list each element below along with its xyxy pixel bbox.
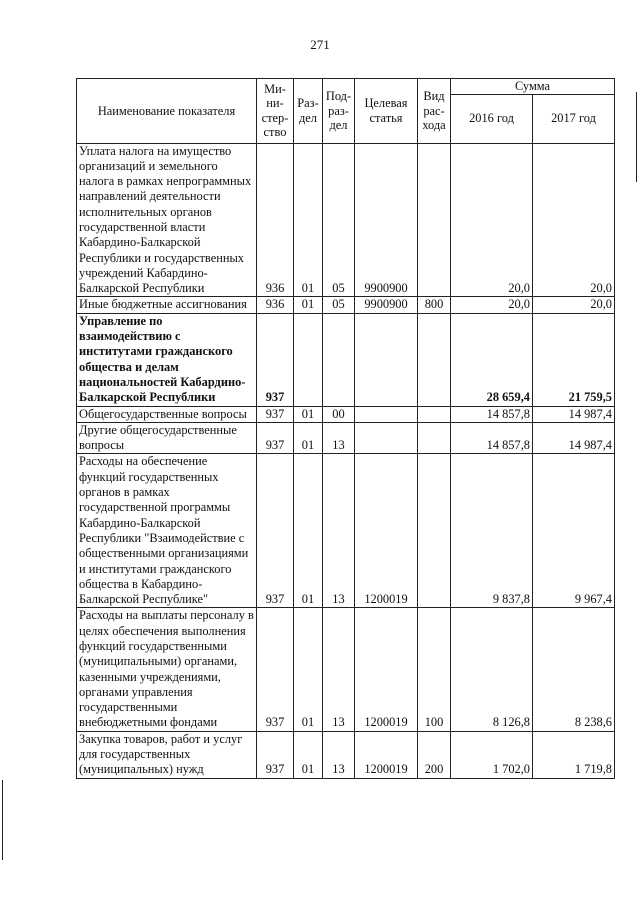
cell-subsection: 05 [323,297,355,313]
cell-expense-type: 100 [418,608,451,731]
cell-sum-2017: 20,0 [533,297,615,313]
cell-sum-2016: 9 837,8 [451,454,533,608]
cell-section: 01 [294,422,323,454]
header-year-2017: 2017 год [533,94,615,143]
table-row [77,406,615,422]
header-ministry: Ми-ни-стер-ство [257,79,294,144]
cell-sum-2017: 9 967,4 [533,454,615,608]
cell-expense-type [418,422,451,454]
cell-name: Расходы на обеспечение функций государственных органов в рамках государственной программы Кабардино-Балкарской Республики "Взаимодействие с общественными организациями и институтами гражданского общества в Кабардино-Балкарской Республике" [77,454,257,608]
cell-section: 01 [294,454,323,608]
cell-section: 01 [294,731,323,778]
cell-subsection: 13 [323,422,355,454]
cell-target-article: 1200019 [355,608,418,731]
header-subsection: Под-раз-дел [323,79,355,144]
cell-sum-2016: 28 659,4 [451,313,533,406]
header-target-article: Целевая статья [355,79,418,144]
cell-sum-2016: 14 857,8 [451,422,533,454]
cell-ministry: 937 [257,313,294,406]
cell-section: 01 [294,143,323,297]
cell-sum-2016: 8 126,8 [451,608,533,731]
table-row [77,422,615,454]
cell-target-article [355,422,418,454]
cell-name: Другие общегосударственные вопросы [77,422,257,454]
cell-sum-2016: 20,0 [451,297,533,313]
cell-section: 01 [294,406,323,422]
cell-subsection: 13 [323,454,355,608]
header-section: Раз-дел [294,79,323,144]
table-row [77,313,615,406]
cell-subsection [323,313,355,406]
cell-ministry: 937 [257,422,294,454]
header-year-2016: 2016 год [451,94,533,143]
header-row-top [77,79,615,95]
right-edge-mark [636,92,637,182]
cell-ministry: 937 [257,731,294,778]
cell-subsection: 00 [323,406,355,422]
cell-name: Управление по взаимодействию с институтами гражданского общества и делам национальностей Кабардино-Балкарской Республики [77,313,257,406]
cell-section [294,313,323,406]
cell-section: 01 [294,297,323,313]
cell-ministry: 936 [257,297,294,313]
cell-sum-2017: 21 759,5 [533,313,615,406]
cell-section: 01 [294,608,323,731]
cell-target-article [355,406,418,422]
cell-sum-2017: 20,0 [533,143,615,297]
cell-target-article: 9900900 [355,143,418,297]
header-expense-type: Вид рас-хода [418,79,451,144]
cell-target-article [355,313,418,406]
cell-ministry: 936 [257,143,294,297]
cell-name: Расходы на выплаты персоналу в целях обеспечения выполнения функций государственными (муниципальными) органами, казенными учреждениями, органами управления государственными внебюджетными фондами [77,608,257,731]
table-row [77,731,615,778]
cell-sum-2017: 1 719,8 [533,731,615,778]
cell-sum-2016: 1 702,0 [451,731,533,778]
cell-subsection: 13 [323,731,355,778]
cell-target-article: 9900900 [355,297,418,313]
cell-ministry: 937 [257,608,294,731]
cell-name: Закупка товаров, работ и услуг для государственных (муниципальных) нужд [77,731,257,778]
budget-table [76,78,615,779]
cell-sum-2017: 14 987,4 [533,422,615,454]
cell-name: Иные бюджетные ассигнования [77,297,257,313]
cell-sum-2017: 8 238,6 [533,608,615,731]
cell-sum-2016: 20,0 [451,143,533,297]
cell-sum-2016: 14 857,8 [451,406,533,422]
header-name: Наименование показателя [77,79,257,144]
cell-ministry: 937 [257,454,294,608]
table-row [77,454,615,608]
cell-expense-type [418,143,451,297]
cell-expense-type: 800 [418,297,451,313]
cell-subsection: 13 [323,608,355,731]
cell-target-article: 1200019 [355,454,418,608]
cell-target-article: 1200019 [355,731,418,778]
table-row [77,297,615,313]
table-row [77,143,615,297]
left-edge-mark [2,780,3,860]
cell-subsection: 05 [323,143,355,297]
header-sum: Сумма [451,79,615,95]
table-row [77,608,615,731]
cell-name: Общегосударственные вопросы [77,406,257,422]
cell-expense-type: 200 [418,731,451,778]
cell-expense-type [418,454,451,608]
cell-sum-2017: 14 987,4 [533,406,615,422]
cell-name: Уплата налога на имущество организаций и земельного налога в рамках непрограммных направлений деятельности исполнительных органов государственной власти Кабардино-Балкарской Республики и государственных учреждений Кабардино-Балкарской Республики [77,143,257,297]
cell-ministry: 937 [257,406,294,422]
cell-expense-type [418,406,451,422]
page-number: 271 [310,37,330,52]
cell-expense-type [418,313,451,406]
